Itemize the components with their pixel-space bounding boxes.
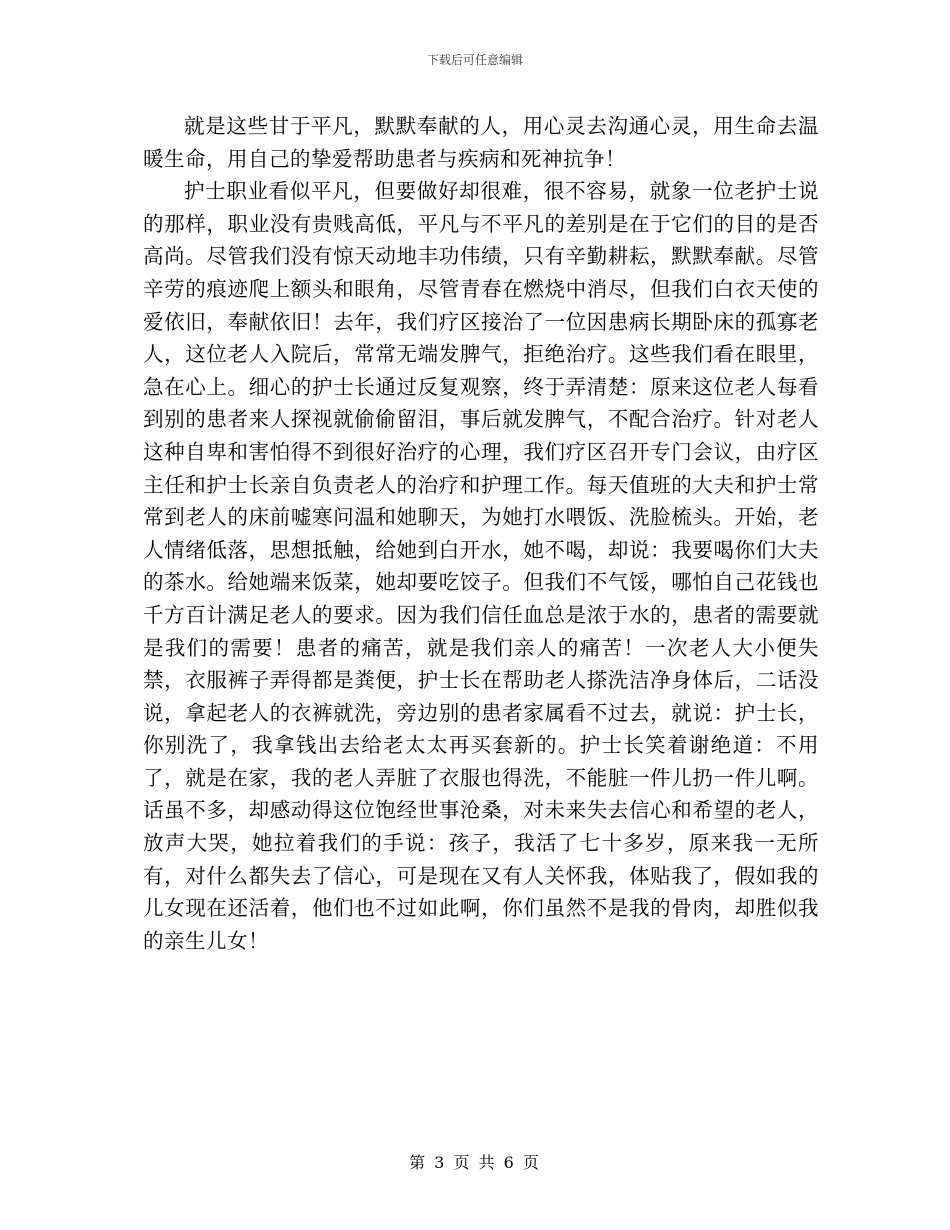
document-body [143, 110, 819, 957]
paragraph: 护士职业看似平凡，但要做好却很难，很不容易，就象一位老护士说的那样，职业没有贵贱高低，平凡与不平凡的差别是在于它们的目的是否高尚。尽管我们没有惊天动地丰功伟绩，只有辛勤耕耘，默默奉献。尽管辛劳的痕迹爬上额头和眼角，尽管青春在燃烧中消尽，但我们白衣天使的爱依旧，奉献依旧！去年，我们疗区接治了一位因患病长期卧床的孤寡老人，这位老人入院后，常常无端发脾气，拒绝治疗。这些我们看在眼里，急在心上。细心的护士长通过反复观察，终于弄清楚：原来这位老人每看到别的患者来人探视就偷偷留泪，事后就发脾气，不配合治疗。针对老人这种自卑和害怕得不到很好治疗的心理，我们疗区召开专门会议，由疗区主任和护士长亲自负责老人的治疗和护理工作。每天值班的大夫和护士常常到老人的床前嘘寒问温和她聊天，为她打水喂饭、洗脸梳头。开始，老人情绪低落，思想抵触，给她到白开水，她不喝，却说：我要喝你们大夫的茶水。给她端来饭菜，她却要吃饺子。但我们不气馁，哪怕自己花钱也千方百计满足老人的要求。因为我们信任血总是浓于水的，患者的需要就是我们的需要！患者的痛苦，就是我们亲人的痛苦！一次老人大小便失禁，衣服裤子弄得都是粪便，护士长在帮助老人搽洗洁净身体后，二话没说，拿起老人的衣裤就洗，旁边别的患者家属看不过去，就说：护士长，你别洗了，我拿钱出去给老太太再买套新的。护士长笑着谢绝道：不用了，就是在家，我的老人弄脏了衣服也得洗，不能脏一件儿扔一件儿啊。话虽不多，却感动得这位饱经世事沧桑，对未来失去信心和希望的老人，放声大哭，她拉着我们的手说：孩子，我活了七十多岁，原来我一无所有，对什么都失去了信心，可是现在又有人关怀我，体贴我了，假如我的儿女现在还活着，他们也不过如此啊，你们虽然不是我的骨肉，却胜似我的亲生儿女！ [143, 179, 819, 953]
page-header: 下载后可任意编辑 [426, 53, 523, 67]
paragraph: 就是这些甘于平凡，默默奉献的人，用心灵去沟通心灵，用生命去温暖生命，用自己的挚爱帮助患者与疾病和死神抗争！ [143, 114, 819, 171]
page-number: 第 3 页 共 6 页 [409, 1153, 541, 1172]
